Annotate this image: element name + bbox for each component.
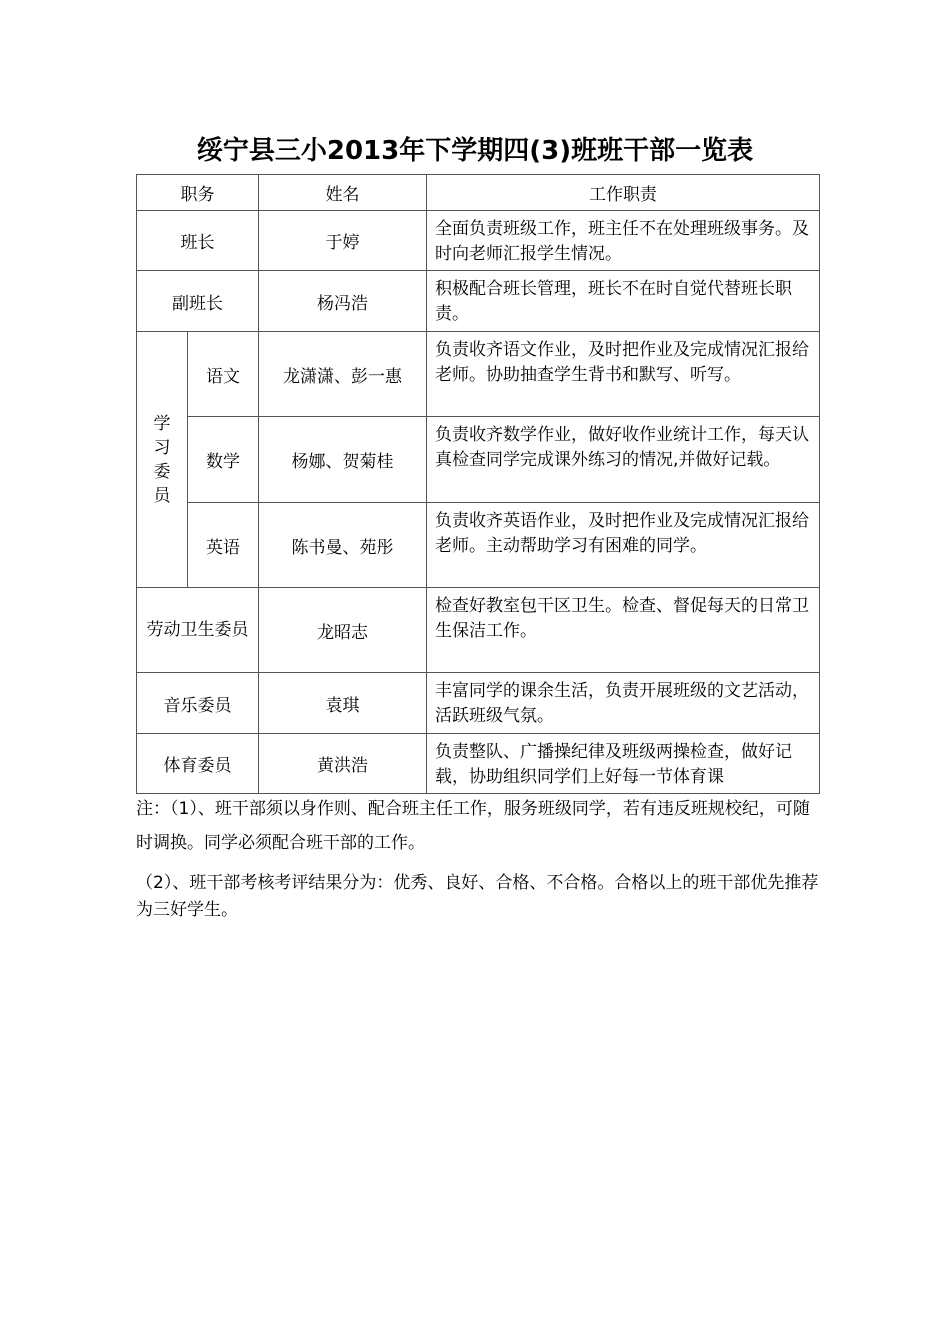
duty-cell: 负责整队、广播操纪律及班级两操检查，做好记载，协助组织同学们上好每一节体育课 (427, 734, 820, 794)
table-row (137, 271, 820, 332)
duty-cell: 检查好教室包干区卫生。检查、督促每天的日常卫生保洁工作。 (427, 588, 820, 673)
table-row (137, 417, 820, 503)
table-row (137, 588, 820, 673)
duty-cell: 负责收齐数学作业，做好收作业统计工作，每天认真检查同学完成课外练习的情况,并做好记载。 (427, 417, 820, 503)
header-name: 姓名 (259, 175, 427, 211)
name-cell: 于婷 (259, 211, 427, 271)
duty-cell: 丰富同学的课余生活，负责开展班级的文艺活动，活跃班级气氛。 (427, 673, 820, 734)
table-row (137, 503, 820, 588)
role-cell: 体育委员 (137, 734, 259, 794)
role-cell: 副班长 (137, 271, 259, 332)
group-label-char: 员 (153, 485, 171, 506)
group-label-char: 学 (153, 413, 171, 434)
table-row (137, 332, 820, 417)
subject-cell: 语文 (188, 332, 259, 417)
name-cell: 黄洪浩 (259, 734, 427, 794)
duty-cell: 负责收齐英语作业，及时把作业及完成情况汇报给老师。主动帮助学习有困难的同学。 (427, 503, 820, 588)
group-label-char: 委 (153, 461, 171, 482)
duty-cell: 积极配合班长管理，班长不在时自觉代替班长职责。 (427, 271, 820, 332)
duty-cell: 负责收齐语文作业，及时把作业及完成情况汇报给老师。协助抽查学生背书和默写、听写。 (427, 332, 820, 417)
document-title: 绥宁县三小2013年下学期四(3)班班干部一览表 (196, 136, 754, 166)
name-cell: 陈书曼、苑彤 (259, 503, 427, 588)
name-cell: 杨冯浩 (259, 271, 427, 332)
subject-cell: 数学 (188, 417, 259, 503)
cadre-table (136, 174, 820, 794)
study-committee-group-cell (137, 332, 188, 588)
subject-cell: 英语 (188, 503, 259, 588)
duty-cell: 全面负责班级工作，班主任不在处理班级事务。及时向老师汇报学生情况。 (427, 211, 820, 271)
role-cell: 劳动卫生委员 (137, 588, 259, 673)
name-cell: 杨娜、贺菊桂 (259, 417, 427, 503)
group-label-char: 习 (153, 437, 171, 458)
table-row (137, 211, 820, 271)
role-cell: 班长 (137, 211, 259, 271)
name-cell: 袁琪 (259, 673, 427, 734)
note-2: （2）、班干部考核考评结果分为：优秀、良好、合格、不合格。合格以上的班干部优先推荐为三好学生。 (136, 873, 819, 920)
name-cell: 龙潇潇、彭一惠 (259, 332, 427, 417)
name-cell: 龙昭志 (259, 588, 427, 673)
header-role: 职务 (137, 175, 259, 211)
table-row (137, 673, 820, 734)
header-duty: 工作职责 (427, 175, 820, 211)
table-header-row (137, 175, 820, 211)
note-1: 注：（1）、班干部须以身作则、配合班主任工作，服务班级同学，若有违反班规校纪，可随时调换。同学必须配合班干部的工作。 (136, 799, 810, 853)
role-cell: 音乐委员 (137, 673, 259, 734)
table-row (137, 734, 820, 794)
